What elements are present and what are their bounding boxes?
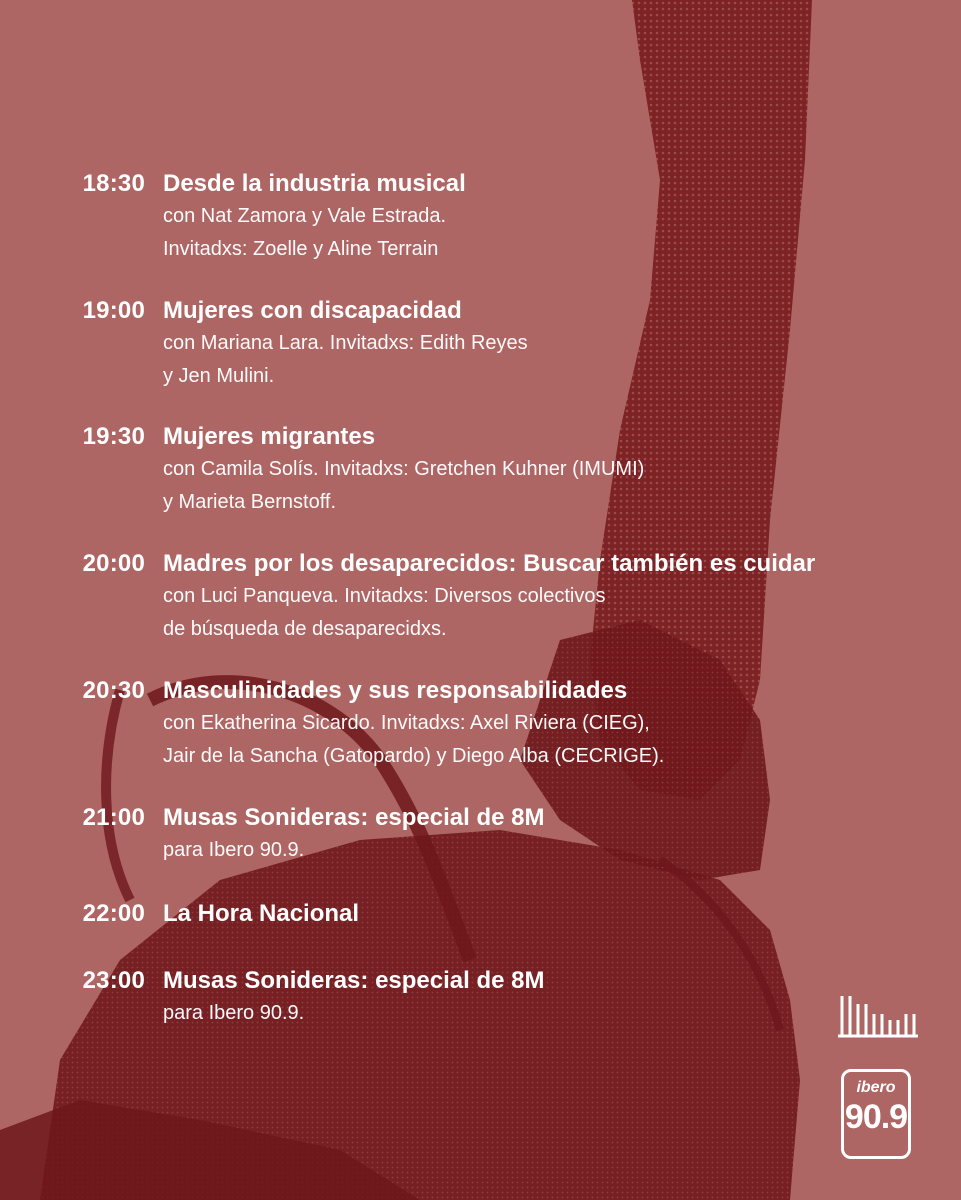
schedule-description bbox=[163, 327, 923, 393]
building-bars-icon bbox=[836, 990, 920, 1038]
ibero-909-logo bbox=[841, 1069, 911, 1159]
schedule-title: Mujeres con discapacidad bbox=[163, 297, 462, 324]
description-line: y Marieta Bernstoff. bbox=[163, 491, 337, 513]
schedule-time: 18:30 bbox=[82, 170, 145, 197]
schedule-description bbox=[163, 453, 923, 519]
schedule-content bbox=[163, 675, 923, 773]
description-line: con Ekatherina Sicardo. Invitadxs: Axel Riviera (CIEG), bbox=[163, 712, 650, 734]
description-line: para Ibero 90.9. bbox=[163, 1002, 305, 1024]
description-line: Jair de la Sancha (Gatopardo) y Diego Alba (CECRIGE). bbox=[163, 745, 665, 767]
schedule-content bbox=[163, 295, 923, 393]
description-line: con Nat Zamora y Vale Estrada. bbox=[163, 205, 447, 227]
schedule-content bbox=[163, 168, 923, 266]
schedule-time: 23:00 bbox=[82, 967, 145, 994]
schedule-description bbox=[163, 997, 923, 1030]
description-line: con Camila Solís. Invitadxs: Gretchen Kuhner (IMUMI) bbox=[163, 458, 645, 480]
schedule-content bbox=[163, 898, 923, 930]
logo-number: 90.9 bbox=[844, 1098, 908, 1136]
schedule-title: Mujeres migrantes bbox=[163, 423, 376, 450]
schedule-time: 20:00 bbox=[82, 550, 145, 577]
logo-word: ibero bbox=[856, 1079, 896, 1096]
schedule-time: 19:30 bbox=[82, 423, 145, 450]
schedule-time: 21:00 bbox=[82, 804, 145, 831]
schedule-title: Madres por los desaparecidos: Buscar también es cuidar bbox=[163, 550, 816, 577]
schedule-time: 20:30 bbox=[82, 677, 145, 704]
schedule-time: 19:00 bbox=[82, 297, 145, 324]
schedule-title: La Hora Nacional bbox=[163, 900, 360, 927]
schedule-content bbox=[163, 802, 923, 867]
schedule-description bbox=[163, 834, 923, 867]
description-line: de búsqueda de desaparecidxs. bbox=[163, 618, 447, 640]
schedule-time: 22:00 bbox=[82, 900, 145, 927]
schedule-title: Musas Sonideras: especial de 8M bbox=[163, 804, 545, 831]
schedule-title: Desde la industria musical bbox=[163, 170, 466, 197]
schedule-description bbox=[163, 707, 923, 773]
schedule-title: Masculinidades y sus responsabilidades bbox=[163, 677, 628, 704]
schedule-description bbox=[163, 200, 923, 266]
description-line: con Luci Panqueva. Invitadxs: Diversos colectivos bbox=[163, 585, 606, 607]
description-line: y Jen Mulini. bbox=[163, 365, 275, 387]
description-line: para Ibero 90.9. bbox=[163, 839, 305, 861]
schedule-description bbox=[163, 580, 923, 646]
schedule-content bbox=[163, 421, 923, 519]
schedule-content bbox=[163, 548, 923, 646]
description-line: con Mariana Lara. Invitadxs: Edith Reyes bbox=[163, 332, 528, 354]
schedule-title: Musas Sonideras: especial de 8M bbox=[163, 967, 545, 994]
schedule-content bbox=[163, 965, 923, 1030]
description-line: Invitadxs: Zoelle y Aline Terrain bbox=[163, 238, 439, 260]
